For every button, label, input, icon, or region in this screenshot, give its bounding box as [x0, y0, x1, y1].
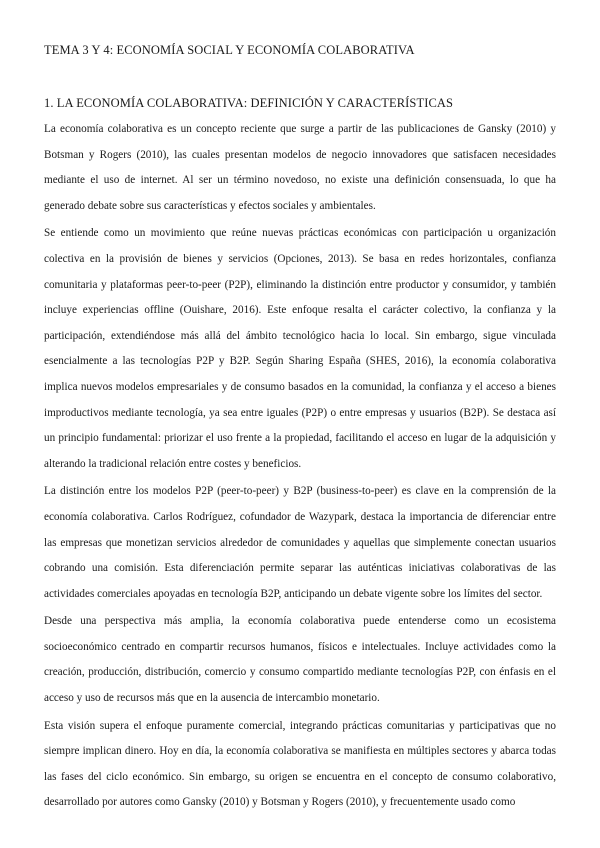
paragraph: Se entiende como un movimiento que reúne nuevas prácticas económicas con participación u organización colectiva en la provisión de bienes y servicios (Opciones, 2013). Se basa en redes horizontales, confianza comunitaria y plataformas peer-to-peer (P2P), eliminando la distinción entre productor y consumidor, y también incluye experiencias offline (Ouishare, 2016). Este enfoque resalta el carácter colectivo, la confianza y la participación, extendiéndose más allá del ámbito tecnológico hacia lo local. Sin embargo, sigue vinculada esencialmente a las tecnologías P2P y B2P. Según Sharing España (SHES, 2016), la economía colaborativa implica nuevos modelos empresariales y de consumo basados en la comunidad, la confianza y el acceso a bienes improductivos mediante tecnología, ya sea entre iguales (P2P) o entre empresas y usuarios (B2P). Se destaca así un principio fundamental: priorizar el uso frente a la propiedad, facilitando el acceso en lugar de la adquisición y alterando la tradicional relación entre costes y beneficios.	[44, 227, 556, 470]
paragraph: La distinción entre los modelos P2P (peer-to-peer) y B2P (business-to-peer) es clave en la comprensión de la economía colaborativa. Carlos Rodríguez, cofundador de Wazypark, destaca la importancia de diferenciar entre las empresas que monetizan servicios alrededor de comunidades y aquellas que simplemente conectan usuarios cobrando una comisión. Esta diferenciación permite separar las auténticas iniciativas colaborativas de las actividades comerciales apoyadas en tecnología B2P, anticipando un debate vigente sobre los límites del sector.	[44, 485, 556, 600]
paragraph: Esta visión supera el enfoque puramente comercial, integrando prácticas comunitarias y participativas que no siempre implican dinero. Hoy en día, la economía colaborativa se manifiesta en múltiples sectores y abarca todas las fases del ciclo económico. Sin embargo, su origen se encuentra en el concepto de consumo colaborativo, desarrollado por autores como Gansky (2010) y Botsman y Rogers (2010), y frecuentemente usado como	[44, 719, 556, 809]
document-title: TEMA 3 Y 4: ECONOMÍA SOCIAL Y ECONOMÍA COLABORATIVA	[44, 43, 415, 57]
paragraph: Desde una perspectiva más amplia, la economía colaborativa puede entenderse como un ecosistema socioeconómico centrado en compartir recursos humanos, físicos e intelectuales. Incluye actividades como la creación, producción, distribución, comercio y consumo compartido mediante tecnologías P2P, con énfasis en el acceso y uso de recursos más que en la ausencia de intercambio monetario.	[44, 615, 556, 705]
paragraph: La economía colaborativa es un concepto reciente que surge a partir de las publicaciones de Gansky (2010) y Botsman y Rogers (2010), las cuales presentan modelos de negocio innovadores que satisfacen necesidades mediante el uso de internet. Al ser un término novedoso, no existe una definición consensuada, lo que ha generado debate sobre sus características y efectos sociales y ambientales.	[44, 123, 556, 212]
section-heading: 1. LA ECONOMÍA COLABORATIVA: DEFINICIÓN Y CARACTERÍSTICAS	[44, 96, 454, 110]
